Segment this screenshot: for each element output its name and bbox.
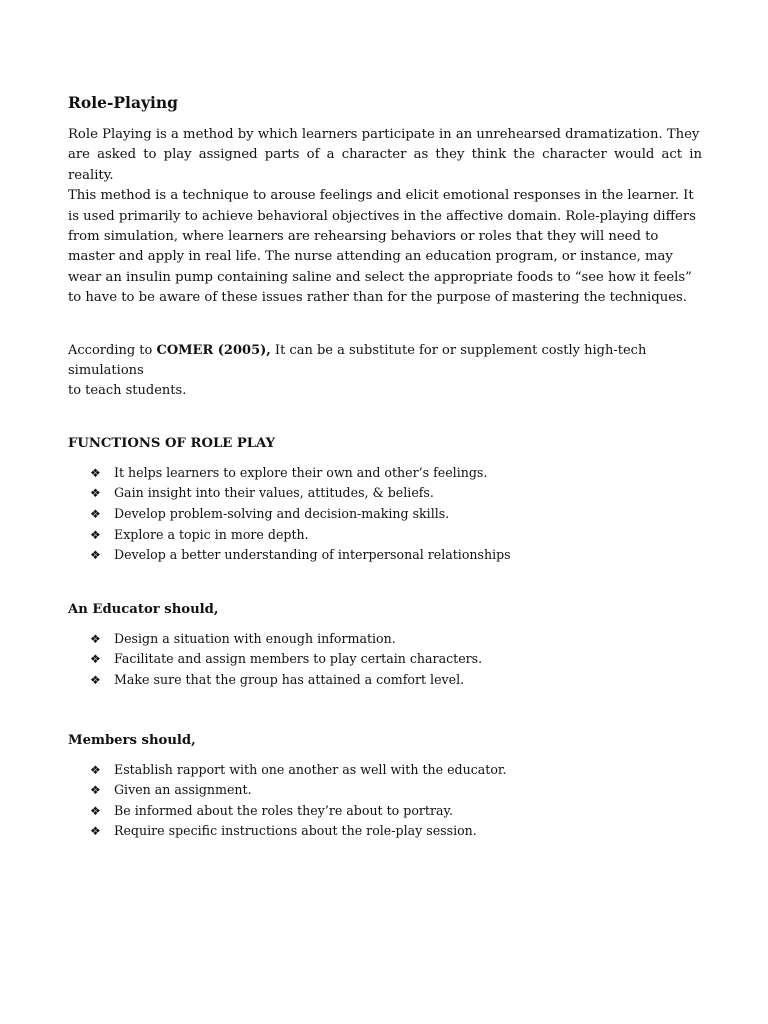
list-item-text: Make sure that the group has attained a comfort level. <box>114 672 465 688</box>
list-item <box>90 670 702 691</box>
list-item <box>90 504 702 525</box>
intro-line: is used primarily to achieve behavioral objectives in the affective domain. Role-playing differs <box>68 208 696 224</box>
diamond-bullet-icon: ❖ <box>90 507 101 522</box>
list-item-text: Explore a topic in more depth. <box>114 526 309 542</box>
diamond-bullet-icon: ❖ <box>90 783 101 798</box>
list-item <box>90 545 702 566</box>
list-item-text: Gain insight into their values, attitudes, & beliefs. <box>114 485 434 501</box>
list-item <box>90 463 702 484</box>
list-item <box>90 629 702 650</box>
section-heading-members: Members should, <box>68 732 196 748</box>
intro-line: Role Playing is a method by which learners participate in an unrehearsed dramatization. They <box>68 127 700 142</box>
diamond-bullet-icon: ❖ <box>90 486 101 501</box>
section-heading-educator: An Educator should, <box>68 601 219 617</box>
list-item <box>90 525 702 546</box>
list-item <box>90 780 702 801</box>
according-line-1 <box>68 341 702 382</box>
intro-line: to have to be aware of these issues rather than for the purpose of mastering the techniques. <box>68 290 687 306</box>
list-item-text: Given an assignment. <box>114 782 252 798</box>
list-item <box>90 801 702 822</box>
page-title: Role-Playing <box>68 93 178 112</box>
intro-line: This method is a technique to arouse feelings and elicit emotional responses in the learner. It <box>68 188 694 204</box>
intro-line: master and apply in real life. The nurse attending an education program, or instance, may <box>68 249 673 265</box>
list-item <box>90 760 702 781</box>
list-item <box>90 483 702 504</box>
diamond-bullet-icon: ❖ <box>90 527 101 542</box>
list-item-text: Develop problem-solving and decision-making skills. <box>114 506 450 522</box>
diamond-bullet-icon: ❖ <box>90 673 101 688</box>
diamond-bullet-icon: ❖ <box>90 548 101 563</box>
citation-source: COMER (2005), <box>156 342 271 358</box>
members-list <box>68 760 702 842</box>
list-item-text: Develop a better understanding of interpersonal relationships <box>114 547 511 563</box>
list-item-text: Facilitate and assign members to play certain characters. <box>114 651 483 667</box>
diamond-bullet-icon: ❖ <box>90 465 101 480</box>
list-item <box>90 649 702 670</box>
educator-list <box>68 629 702 691</box>
diamond-bullet-icon: ❖ <box>90 652 101 667</box>
diamond-bullet-icon: ❖ <box>90 803 101 818</box>
intro-line: from simulation, where learners are rehearsing behaviors or roles that they will need to <box>68 229 659 245</box>
list-item-text: It helps learners to explore their own and other’s feelings. <box>114 464 488 480</box>
functions-list <box>68 463 702 566</box>
section-heading-functions: FUNCTIONS OF ROLE PLAY <box>68 435 276 451</box>
intro-line: wear an insulin pump containing saline and select the appropriate foods to “see how it feels” <box>68 269 692 285</box>
according-line-2: to teach students. <box>68 383 187 399</box>
list-item-text: Design a situation with enough information. <box>114 630 396 646</box>
according-prefix: According to <box>68 342 157 358</box>
list-item-text: Establish rapport with one another as well with the educator. <box>114 761 507 777</box>
intro-paragraph <box>68 125 702 309</box>
list-item-text: Require specific instructions about the role-play session. <box>114 823 477 839</box>
diamond-bullet-icon: ❖ <box>90 631 101 646</box>
diamond-bullet-icon: ❖ <box>90 824 101 839</box>
list-item <box>90 821 702 842</box>
document-page <box>68 92 702 842</box>
diamond-bullet-icon: ❖ <box>90 762 101 777</box>
list-item-text: Be informed about the roles they’re about to portray. <box>114 802 453 818</box>
according-paragraph <box>68 341 702 402</box>
according-rest: It can be a substitute for or supplement costly high-tech simulations <box>68 342 647 379</box>
intro-line: are asked to play assigned parts of a character as they think the character would act in reality. <box>68 147 702 183</box>
